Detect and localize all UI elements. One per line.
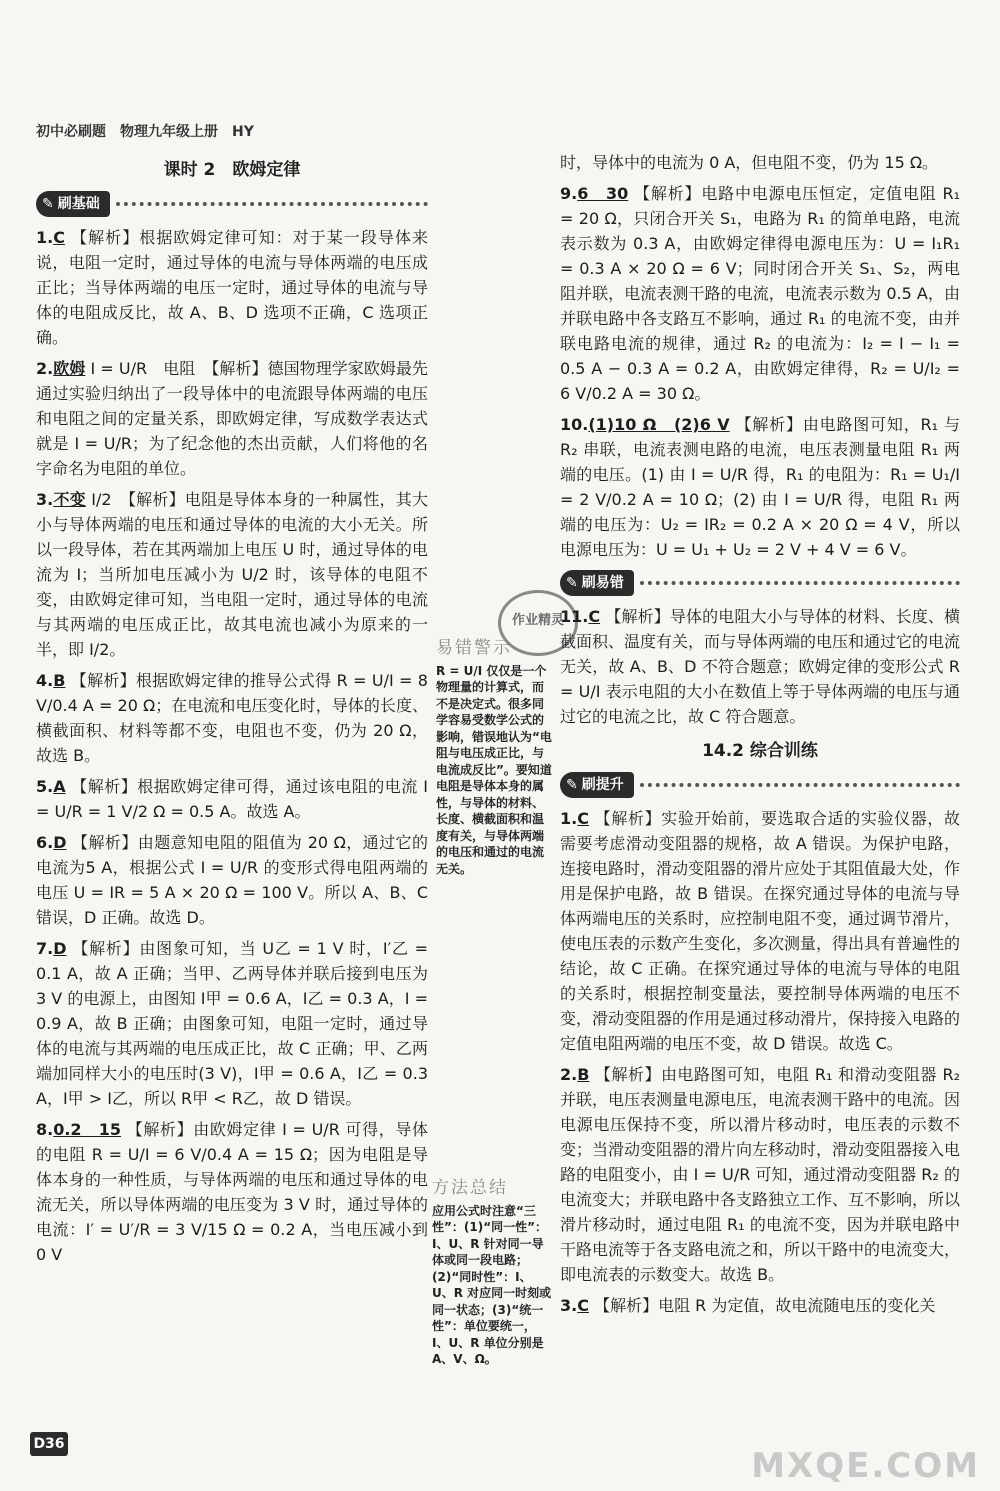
item-number: 1. bbox=[560, 809, 578, 828]
banner-dots bbox=[640, 783, 960, 787]
item-answer: D bbox=[53, 939, 67, 958]
answer-item bbox=[560, 1293, 960, 1318]
item-answer: C bbox=[577, 1296, 589, 1315]
answer-item bbox=[36, 774, 428, 824]
pen-icon: ✎ bbox=[566, 777, 578, 793]
item-text: 【解析】由题意知电阻的阻值为 20 Ω，通过它的电流为5 A，根据公式 I = U/R 的变形式得电阻两端的电压 U = IR = 5 A × 20 Ω = 100 V。所以 A、B、C 错误，D 正确。故选 D。 bbox=[36, 833, 428, 927]
page-header: 初中必刷题 物理九年级上册 HY bbox=[36, 124, 254, 140]
item-text: I = U/R 电阻 【解析】德国物理学家欧姆最先通过实验归纳出了一段导体中的电流跟导体两端的电压和电阻之间的定量关系，即欧姆定律，写成数学表达式就是 I = U/R；为了纪念他的杰出贡献，人们将他的名字命名为电阻的单位。 bbox=[36, 359, 428, 478]
banner-dots bbox=[116, 202, 428, 206]
banner-basic-badge bbox=[36, 191, 110, 217]
item-answer: 欧姆 bbox=[53, 359, 86, 378]
banner-basic bbox=[36, 189, 428, 219]
item-answer: B bbox=[577, 1065, 590, 1084]
answer-item bbox=[36, 668, 428, 768]
answer-item bbox=[36, 487, 428, 662]
item-number: 6. bbox=[36, 833, 54, 852]
banner-dots bbox=[640, 581, 960, 585]
item-number: 2. bbox=[36, 359, 54, 378]
answer-item bbox=[560, 150, 960, 175]
item-number: 8. bbox=[36, 1120, 54, 1139]
item-answer: C bbox=[53, 228, 65, 247]
item-answer: A bbox=[53, 777, 66, 796]
answer-item bbox=[36, 356, 428, 481]
side-note-method-summary bbox=[432, 1180, 552, 1368]
item-number: 11. bbox=[560, 607, 589, 626]
pen-icon: ✎ bbox=[42, 196, 54, 212]
item-text: 【解析】导体的电阻大小与导体的材料、长度、横截面积、温度有关，而与导体两端的电压和通过它的电流无关，故 A、B、D 不符合题意；欧姆定律的变形公式 R = U/I 表示电阻的大小在数值上等于导体两端的电压与通过它的电流之比，故 C 符合题意。 bbox=[560, 607, 961, 726]
item-text: 【解析】由图象可知，当 U乙 = 1 V 时，I′乙 = 0.1 A，故 A 正确；当甲、乙两导体并联后接到电压为 3 V 的电源上，由图知 I甲 = 0.6 A，I乙 = 0.3 A，I = 0.9 A，故 B 正确；由图象可知，电阻一定时，通过导体的电流与其两端的电压成正比，故 C 正确；甲、乙两端加同样大小的电压时(3 V)，I甲 = 0.6 A，I乙 = 0.3 A，I甲 > I乙，所以 R甲 < R乙，故 D 错误。 bbox=[36, 939, 428, 1108]
side-note-heading: 易错警示 bbox=[436, 638, 512, 658]
answer-item bbox=[560, 604, 960, 729]
item-text: 时，导体中的电流为 0 A，但电阻不变，仍为 15 Ω。 bbox=[560, 153, 939, 172]
item-number: 10. bbox=[560, 415, 589, 434]
item-answer: C bbox=[588, 607, 601, 626]
item-number: 7. bbox=[36, 939, 54, 958]
section-title: 14.2 综合训练 bbox=[702, 741, 818, 761]
item-answer: 不变 bbox=[53, 490, 86, 509]
answer-item bbox=[36, 1117, 428, 1267]
banner-mistake bbox=[560, 568, 960, 598]
page-number: D36 bbox=[30, 1432, 68, 1456]
item-text: I/2 【解析】电阻是导体本身的一种属性，其大小与导体两端的电压和通过导体的电流的大小无关。所以一段导体，若在其两端加上电压 U 时，通过导体的电流为 I；当所加电压减小为 U/2 时，该导体的电阻不变，由欧姆定律可知，当电阻一定时，通过导体的电流与其两端的电压成正比，故其电流也减小为原来的一半，即 I/2。 bbox=[36, 490, 428, 659]
banner-advanced-label: 刷提升 bbox=[581, 777, 624, 793]
banner-advanced-badge bbox=[560, 772, 634, 798]
side-note-text: R = U/I 仅仅是一个物理量的计算式，而不是决定式。很多同学容易受数学公式的影响，错误地认为“电阻与电压成正比，与电流成反比”。要知道电阻是导体本身的属性，与导体的材料、长度、横截面积和温度有关，与导体两端的电压和通过的电流无关。 bbox=[436, 663, 552, 876]
stamp: 作业精灵 bbox=[498, 590, 578, 656]
item-answer: (1)10 Ω (2)6 V bbox=[588, 415, 730, 434]
item-number: 3. bbox=[36, 490, 54, 509]
item-number: 1. bbox=[36, 228, 54, 247]
watermark: MXQE.COM bbox=[751, 1446, 980, 1486]
item-answer: D bbox=[53, 833, 67, 852]
item-text: 【解析】根据欧姆定律可知：对于某一段导体来说，电阻一定时，通过导体的电流与导体两端的电压成正比；当导体两端的电压一定时，通过导体的电流与导体的电阻成反比，故 A、B、D 选项不正确，C 选项正确。 bbox=[36, 228, 428, 347]
item-text: 【解析】实验开始前，要选取合适的实验仪器，故需要考虑滑动变阻器的规格，故 A 错误。为保护电路，连接电路时，滑动变阻器的滑片应处于其阻值最大处，作用是保护电路，故 B 错误。在探究通过导体的电流与导体两端电压的关系时，应控制电阻不变，通过调节滑片，使电压表的示数产生变化，多次测量，得出具有普遍性的结论，故 C 正确。在探究通过导体的电流与导体的电阻的关系时，根据控制变量法，要控制导体两端的电压不变，滑动变阻器的作用是通过移动滑片，保持接入电路的定值电阻两端的电压不变，故 D 错误。故选 C。 bbox=[560, 809, 961, 1053]
answer-item bbox=[36, 936, 428, 1111]
answer-item bbox=[560, 181, 960, 406]
item-text: 【解析】根据欧姆定律的推导公式得 R = U/I = 8 V/0.4 A = 20 Ω；在电流和电压变化时，导体的长度、横截面积、材料等都不变，电阻也不变，仍为 20 Ω，故选 B。 bbox=[36, 671, 428, 765]
item-answer: 0.2 15 bbox=[53, 1120, 122, 1139]
item-text: 【解析】由电路图可知，R₁ 与 R₂ 串联，电流表测电路的电流，电压表测量电阻 R₁ 两端的电压。(1) 由 I = U/R 得，R₁ 的电阻为：R₁ = U₁/I = 2 V/0.2 A = 10 Ω；(2) 由 I = U/R 得，电阻 R₁ 两端的电压为：U₂ = IR₂ = 0.2 A × 20 Ω = 4 V，所以电源电压为：U = U₁ + U₂ = 2 V + 4 V = 6 V。 bbox=[560, 415, 960, 559]
item-number: 2. bbox=[560, 1065, 578, 1084]
item-number: 3. bbox=[560, 1296, 578, 1315]
banner-advanced bbox=[560, 770, 960, 800]
item-text: 【解析】由电路图可知，电阻 R₁ 和滑动变阻器 R₂ 并联，电压表测量电源电压，电流表测干路中的电流。因电源电压保持不变，所以滑片移动时，电压表的示数不变；当滑动变阻器的滑片向左移动时，滑动变阻器接入电路的电阻变小，由 I = U/R 可知，通过滑动变阻器 R₂ 的电流变大；并联电路中各支路独立工作、互不影响，所以滑片移动时，通过电阻 R₁ 的电流不变，因为并联电路中干路电流等于各支路电流之和，所以干路中的电流变大，即电流表的示数变大。故选 B。 bbox=[560, 1065, 961, 1284]
side-note-text: 应用公式时注意“三性”：(1)“同一性”：I、U、R 针对同一导体或同一段电路；(2)“同时性”：I、U、R 对应同一时刻或同一状态；(3)“统一性”：单位要统一，I、U、R 单位分别是 A、V、Ω。 bbox=[432, 1203, 552, 1366]
item-answer: 6 30 bbox=[577, 184, 629, 203]
side-note-mistake-warning bbox=[436, 640, 554, 877]
left-answer-list bbox=[36, 225, 428, 1267]
item-number: 4. bbox=[36, 671, 54, 690]
item-answer: C bbox=[577, 809, 589, 828]
answer-item bbox=[36, 830, 428, 930]
item-text: 【解析】电阻 R 为定值，故电流随电压的变化关 bbox=[594, 1296, 936, 1315]
answer-item bbox=[560, 1062, 960, 1287]
item-text: 【解析】根据欧姆定律可得，通过该电阻的电流 I = U/R = 1 V/2 Ω = 0.5 A。故选 A。 bbox=[36, 777, 428, 821]
banner-mistake-label: 刷易错 bbox=[581, 575, 624, 591]
answer-item bbox=[36, 225, 428, 350]
lesson-title: 课时 2 欧姆定律 bbox=[163, 160, 301, 180]
left-column bbox=[36, 185, 428, 1273]
side-note-heading: 方法总结 bbox=[432, 1178, 508, 1198]
item-answer: B bbox=[53, 671, 66, 690]
answer-item bbox=[560, 412, 960, 562]
banner-basic-label: 刷基础 bbox=[57, 196, 100, 212]
pen-icon: ✎ bbox=[566, 575, 578, 591]
item-number: 9. bbox=[560, 184, 578, 203]
item-text: 【解析】由欧姆定律 I = U/R 可得，导体的电阻 R = U/I = 6 V/0.4 A = 15 Ω；因为电阻是导体本身的一种性质，与导体两端的电压和通过导体的电流无关，所以导体两端的电压变为 3 V 时，通过导体的电流：I′ = U′/R = 3 V/15 Ω = 0.2 A，当电压减小到 0 V bbox=[36, 1120, 428, 1264]
item-number: 5. bbox=[36, 777, 54, 796]
item-text: 【解析】电路中电源电压恒定，定值电阻 R₁ = 20 Ω，只闭合开关 S₁，电路为 R₁ 的简单电路，电流表示数为 0.3 A，由欧姆定律得电源电压为：U = I₁R₁ = 0.3 A × 20 Ω = 6 V；同时闭合开关 S₁、S₂，两电阻并联，电流表测干路的电流，电流表示数为 0.5 A，由并联电路中各支路互不影响，通过 R₁ 的电流不变，由并联电路电流的规律，通过 R₂ 的电流为：I₂ = I − I₁ = 0.5 A − 0.3 A = 0.2 A，由欧姆定律得，R₂ = U/I₂ = 6 V/0.2 A = 30 Ω。 bbox=[560, 184, 960, 403]
right-column bbox=[560, 150, 960, 1324]
answer-item bbox=[560, 806, 960, 1056]
banner-mistake-badge bbox=[560, 570, 634, 596]
